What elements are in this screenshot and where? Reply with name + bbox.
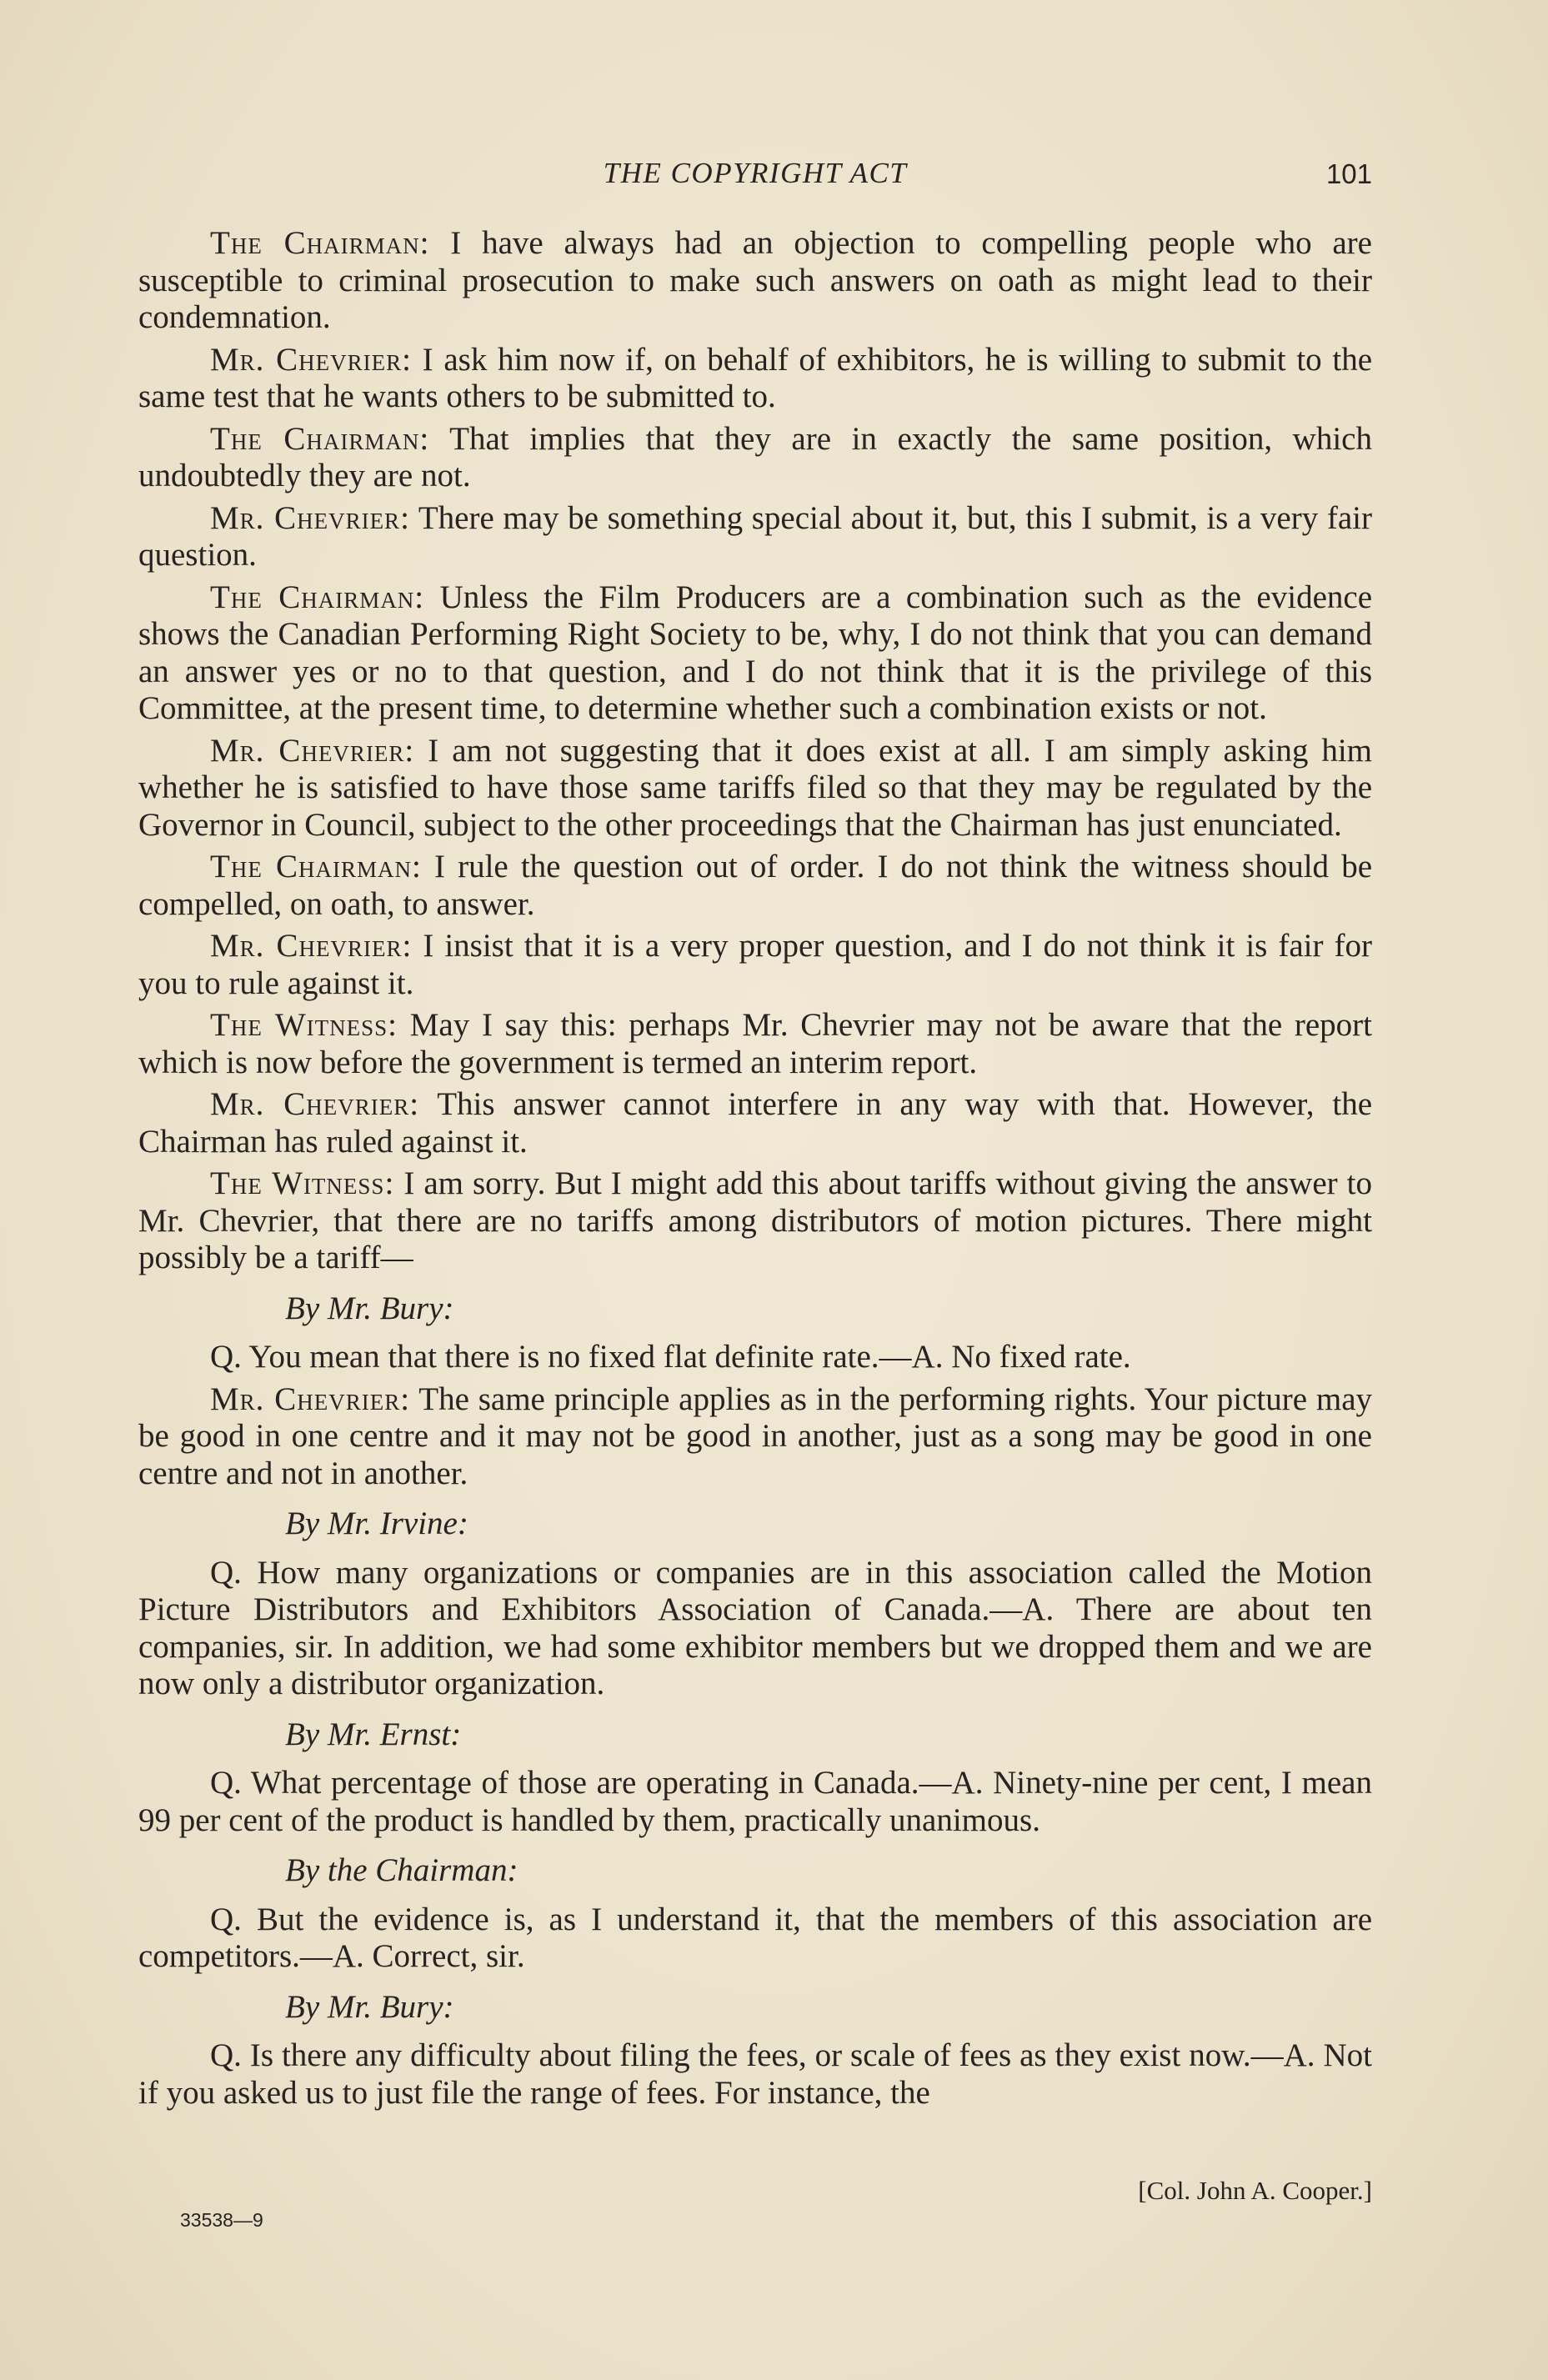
paragraph-text: I insist that it is a very proper question, and I do not think it is fair for you to rule against it.: [138, 928, 1372, 1001]
paragraph: [138, 342, 1372, 416]
speaker-label: Mr. Chevrier:: [210, 732, 415, 769]
witness-attribution: [Col. John A. Cooper.]: [1138, 2176, 1372, 2205]
speaker-label: Mr. Chevrier:: [210, 499, 410, 536]
examination-heading: By Mr. Irvine:: [285, 1506, 468, 1541]
paragraph-text: This answer cannot interfere in any way with that. However, the Chairman has ruled against it.: [138, 1086, 1373, 1160]
paragraph: [138, 1165, 1372, 1277]
paragraph: [138, 1007, 1372, 1081]
question-answer: Q. How many organizations or companies are in this association called the Motion Picture Distributors and Exhibitors Association of Canada.—A. There are about ten companies, sir. In addition, we had some exhibitor members but we dropped them and we are now only a distributor organization.: [138, 1554, 1372, 1701]
paragraph: [138, 1381, 1372, 1493]
transcript-body: [138, 225, 1372, 2117]
running-title: THE COPYRIGHT ACT: [603, 157, 908, 189]
paragraph-text: That implies that they are in exactly the same position, which undoubtedly they are not.: [138, 420, 1372, 494]
paragraph: [138, 421, 1372, 495]
paragraph: [138, 579, 1372, 728]
speaker-label: The Chairman:: [210, 225, 430, 261]
question-answer: Q. Is there any difficulty about filing the fees, or scale of fees as they exist now.—A. Not if you asked us to just file the range of fees. For instance, the: [138, 2037, 1372, 2111]
question-answer: Q. But the evidence is, as I understand it, that the members of this association are competitors.—A. Correct, sir.: [138, 1901, 1372, 1974]
speaker-label: The Chairman:: [210, 579, 425, 615]
speaker-label: Mr. Chevrier:: [210, 341, 412, 378]
speaker-label: Mr. Chevrier:: [210, 1086, 420, 1122]
paragraph-text: May I say this: perhaps Mr. Chevrier may not be aware that the report which is now before the government is termed an interim report.: [138, 1007, 1372, 1080]
paragraph: [138, 849, 1372, 923]
speaker-label: The Chairman:: [210, 420, 430, 457]
paragraph: [138, 733, 1372, 844]
paragraph-text: I have always had an objection to compelling people who are susceptible to criminal prosecution to make such answers on oath as might lead to their condemnation.: [138, 225, 1372, 335]
paragraph: [138, 1086, 1372, 1160]
paragraph-text: Unless the Film Producers are a combination such as the evidence shows the Canadian Performing Right Society to be, why, I do not think that you can demand an answer yes or no to that question, and I do not think that it is the privilege of this Committee, at the present time, to determine whether such a combination exists or not.: [138, 579, 1372, 726]
printer-signature-mark: 33538—9: [180, 2209, 263, 2231]
paragraph-text: I ask him now if, on behalf of exhibitors, he is willing to submit to the same test that he wants others to be submitted to.: [138, 341, 1373, 414]
paragraph: [138, 500, 1372, 574]
page-header: [138, 157, 1372, 198]
paragraph-text: There may be something special about it, but, this I submit, is a very fair question.: [138, 499, 1372, 573]
speaker-label: The Chairman:: [210, 849, 422, 884]
examination-heading: By Mr. Ernst:: [285, 1716, 462, 1752]
paragraph-text: I rule the question out of order. I do not think the witness should be compelled, on oath, to answer.: [138, 849, 1372, 922]
paragraph-text: I am not suggesting that it does exist at all. I am simply asking him whether he is satisfied to have those same tariffs filed so that they may be regulated by the Governor in Council, subject to the other proceedings that the Chairman has just enunciated.: [138, 732, 1372, 843]
question-answer: Q. What percentage of those are operating in Canada.—A. Ninety-nine per cent, I mean 99 per cent of the product is handled by them, practically unanimous.: [138, 1765, 1372, 1838]
page-number: 101: [1325, 158, 1372, 189]
paragraph: [138, 225, 1372, 337]
examination-heading: By Mr. Bury:: [285, 1988, 454, 2025]
paragraph-text: The same principle applies as in the performing rights. Your picture may be good in one centre and it may not be good in another, just as a song may be good in one centre and not in another.: [138, 1380, 1372, 1491]
paragraph-text: I am sorry. But I might add this about tariffs without giving the answer to Mr. Chevrier, that there are no tariffs among distributors of motion pictures. There might possibly be a tariff—: [138, 1165, 1372, 1275]
speaker-label: Mr. Chevrier:: [210, 1380, 411, 1417]
paragraph: [138, 928, 1372, 1002]
examination-heading: By the Chairman:: [285, 1852, 519, 1888]
speaker-label: The Witness:: [210, 1165, 395, 1201]
question-answer: Q. You mean that there is no fixed flat definite rate.—A. No fixed rate.: [210, 1339, 1131, 1375]
speaker-label: Mr. Chevrier:: [210, 928, 413, 964]
examination-heading: By Mr. Bury:: [285, 1290, 454, 1326]
speaker-label: The Witness:: [210, 1007, 398, 1043]
